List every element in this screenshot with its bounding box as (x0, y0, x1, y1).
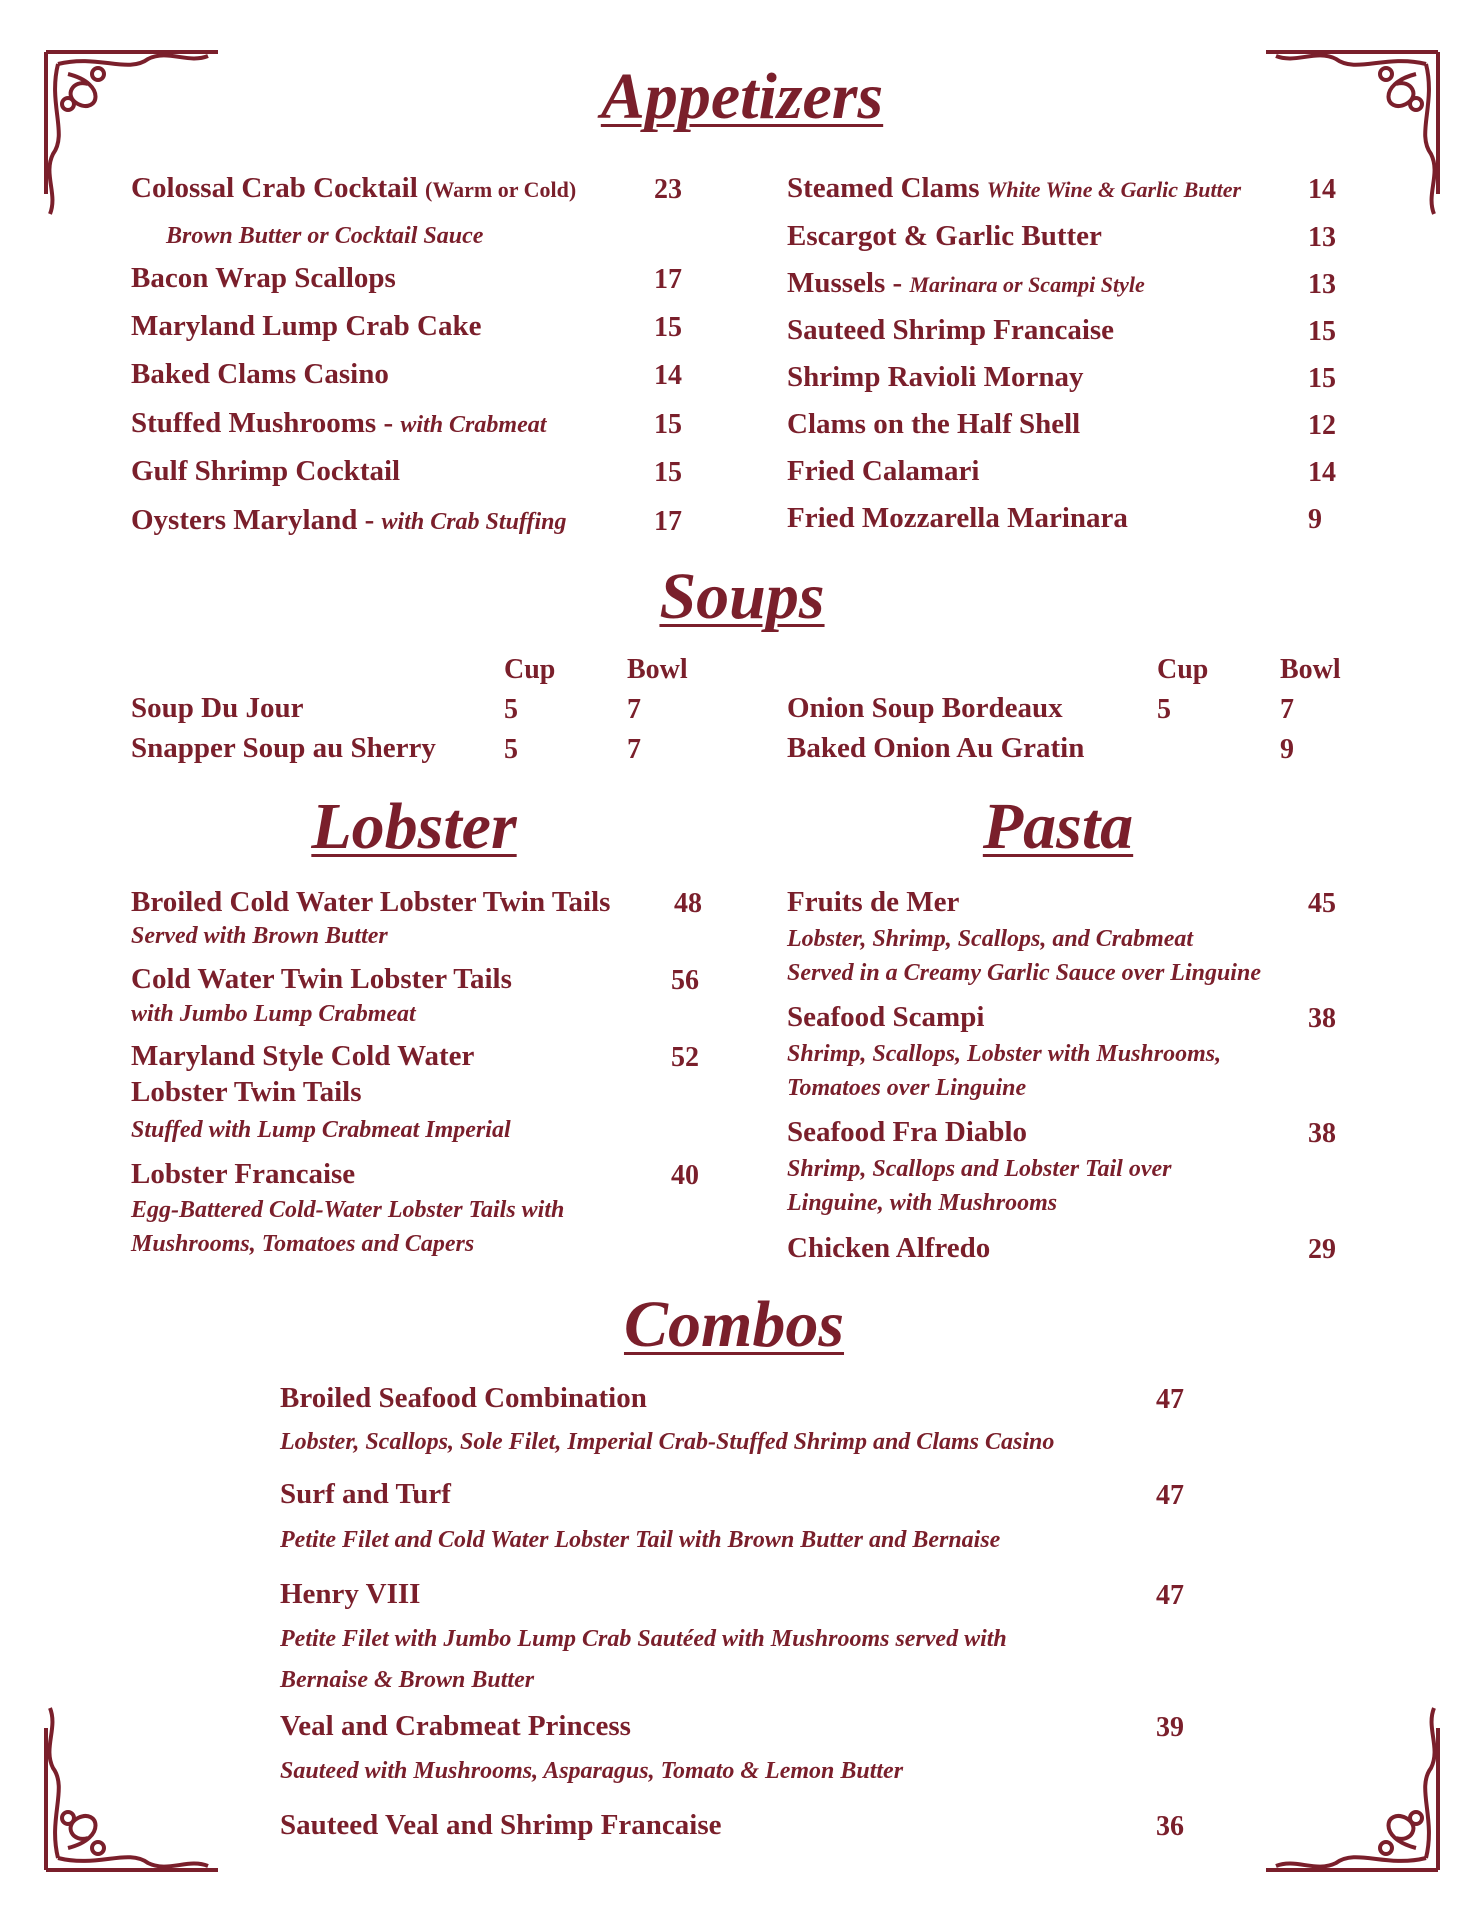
cup-price: 5 (1157, 694, 1171, 725)
item-description: Stuffed with Lump Crabmeat Imperial (131, 1117, 511, 1143)
item-price: 15 (654, 409, 682, 440)
list-item: Surf and Turf (280, 1478, 451, 1510)
cup-price: 5 (504, 734, 518, 765)
cup-price: 5 (504, 694, 518, 725)
item-price: 29 (1308, 1234, 1336, 1265)
item-name: Steamed Clams (787, 172, 980, 204)
list-item: Escargot & Garlic Butter (787, 220, 1102, 252)
flourish-corner-icon (38, 44, 228, 234)
item-description: Mushrooms, Tomatoes and Capers (131, 1231, 475, 1257)
list-item: Sauteed Shrimp Francaise (787, 314, 1115, 346)
item-price: 39 (1156, 1712, 1184, 1743)
item-price: 13 (1308, 222, 1336, 253)
item-description: Shrimp, Scallops and Lobster Tail over (787, 1156, 1172, 1182)
item-price: 14 (1308, 457, 1336, 488)
item-name: Mussels (787, 267, 886, 299)
section-title-soups: Soups (659, 560, 825, 633)
bowl-price: 7 (627, 694, 641, 725)
list-item (131, 506, 566, 535)
bowl-header: Bowl (1280, 654, 1341, 685)
section-title-appetizers: Appetizers (600, 60, 884, 133)
item-description: with Jumbo Lump Crabmeat (131, 1001, 416, 1027)
list-item: Snapper Soup au Sherry (131, 732, 436, 764)
item-price: 48 (674, 888, 702, 919)
item-description: Egg-Battered Cold-Water Lobster Tails with (131, 1197, 565, 1223)
flourish-corner-icon (1256, 44, 1446, 234)
item-price: 9 (1308, 504, 1322, 535)
list-item-continued: Lobster Twin Tails (131, 1076, 362, 1108)
item-subtitle: with Crabmeat (400, 412, 547, 438)
list-item: Fried Calamari (787, 455, 980, 487)
list-item: Fruits de Mer (787, 886, 960, 918)
item-description: Served with Brown Butter (131, 923, 388, 949)
list-item: Seafood Scampi (787, 1001, 985, 1033)
list-item: Lobster Francaise (131, 1158, 356, 1190)
item-description: Sauteed with Mushrooms, Asparagus, Tomato & Lemon Butter (280, 1758, 904, 1784)
list-item: Maryland Style Cold Water (131, 1040, 475, 1072)
section-title-pasta: Pasta (982, 790, 1134, 863)
item-description: Petite Filet and Cold Water Lobster Tail with Brown Butter and Bernaise (280, 1527, 1001, 1553)
list-item: Sauteed Veal and Shrimp Francaise (280, 1809, 722, 1841)
item-description: Linguine, with Mushrooms (787, 1190, 1058, 1216)
list-item: Baked Onion Au Gratin (787, 732, 1085, 764)
list-item (131, 409, 546, 438)
list-item: Veal and Crabmeat Princess (280, 1710, 631, 1742)
item-name: Stuffed Mushrooms (131, 407, 377, 439)
bowl-price: 9 (1280, 734, 1294, 765)
item-price: 38 (1308, 1118, 1336, 1149)
flourish-corner-icon (38, 1688, 228, 1878)
item-price: 38 (1308, 1003, 1336, 1034)
item-price: 14 (1308, 174, 1336, 205)
bowl-header: Bowl (627, 654, 688, 685)
item-description: Tomatoes over Linguine (787, 1075, 1027, 1101)
item-description: Lobster, Scallops, Sole Filet, Imperial Crab-Stuffed Shrimp and Clams Casino (280, 1429, 1055, 1455)
item-description: Brown Butter or Cocktail Sauce (166, 223, 484, 249)
list-item: Henry VIII (280, 1578, 421, 1610)
item-price: 15 (654, 457, 682, 488)
item-price: 13 (1308, 269, 1336, 300)
item-name: Colossal Crab Cocktail (131, 172, 418, 204)
item-price: 12 (1308, 410, 1336, 441)
item-description: Served in a Creamy Garlic Sauce over Linguine (787, 960, 1261, 986)
list-item: Broiled Cold Water Lobster Twin Tails (131, 886, 611, 918)
item-price: 47 (1156, 1580, 1184, 1611)
item-separator: - (885, 267, 910, 299)
item-price: 56 (671, 965, 699, 996)
item-subtitle: White Wine & Garlic Butter (986, 177, 1242, 202)
list-item: Clams on the Half Shell (787, 408, 1081, 440)
item-price: 17 (654, 506, 682, 537)
list-item: Shrimp Ravioli Mornay (787, 361, 1084, 393)
item-price: 15 (1308, 316, 1336, 347)
list-item: Baked Clams Casino (131, 358, 389, 390)
list-item: Seafood Fra Diablo (787, 1116, 1028, 1148)
section-title-combos: Combos (623, 1288, 845, 1361)
item-price: 36 (1156, 1811, 1184, 1842)
list-item (131, 174, 576, 203)
cup-header: Cup (504, 654, 556, 685)
item-price: 15 (654, 312, 682, 343)
item-price: 17 (654, 264, 682, 295)
item-subtitle: with Crab Stuffing (381, 509, 567, 535)
flourish-corner-icon (1256, 1688, 1446, 1878)
list-item: Cold Water Twin Lobster Tails (131, 963, 512, 995)
item-separator: - (357, 504, 382, 536)
item-price: 40 (671, 1160, 699, 1191)
item-price: 52 (671, 1042, 699, 1073)
bowl-price: 7 (1280, 694, 1294, 725)
cup-header: Cup (1157, 654, 1209, 685)
item-price: 47 (1156, 1480, 1184, 1511)
item-separator: - (376, 407, 401, 439)
item-note: (Warm or Cold) (425, 177, 577, 202)
list-item: Onion Soup Bordeaux (787, 692, 1063, 724)
list-item: Bacon Wrap Scallops (131, 262, 396, 294)
list-item (787, 174, 1241, 203)
item-description: Bernaise & Brown Butter (280, 1667, 535, 1693)
item-price: 23 (654, 174, 682, 205)
item-separator (980, 172, 987, 204)
item-price: 47 (1156, 1384, 1184, 1415)
item-price: 15 (1308, 363, 1336, 394)
item-description: Lobster, Shrimp, Scallops, and Crabmeat (787, 926, 1194, 952)
section-title-lobster: Lobster (311, 790, 517, 863)
item-price: 14 (654, 360, 682, 391)
list-item: Fried Mozzarella Marinara (787, 502, 1128, 534)
item-description: Petite Filet with Jumbo Lump Crab Sautéed with Mushrooms served with (280, 1626, 1007, 1652)
item-subtitle: Marinara or Scampi Style (909, 272, 1145, 297)
list-item (787, 269, 1145, 298)
list-item: Soup Du Jour (131, 692, 304, 724)
bowl-price: 7 (627, 734, 641, 765)
list-item: Maryland Lump Crab Cake (131, 310, 482, 342)
list-item: Gulf Shrimp Cocktail (131, 455, 401, 487)
item-description: Shrimp, Scallops, Lobster with Mushrooms, (787, 1041, 1222, 1067)
item-name: Oysters Maryland (131, 504, 358, 536)
list-item: Broiled Seafood Combination (280, 1382, 647, 1414)
item-price: 45 (1308, 888, 1336, 919)
list-item: Chicken Alfredo (787, 1232, 991, 1264)
